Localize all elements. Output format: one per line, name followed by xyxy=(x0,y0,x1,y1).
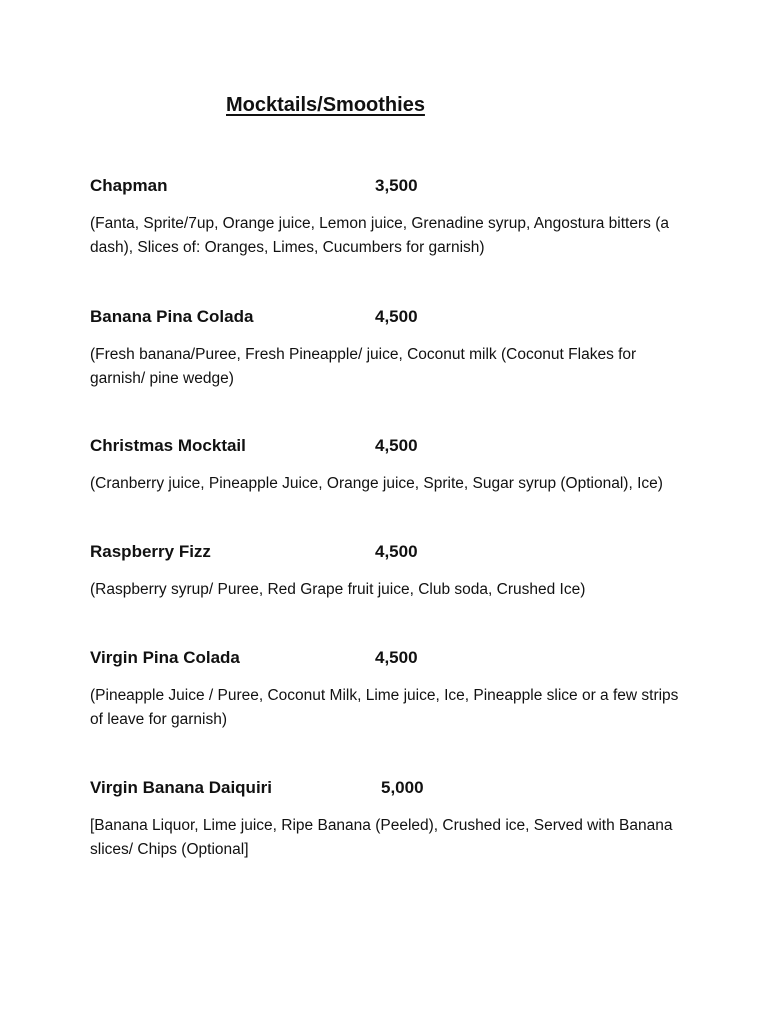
item-header xyxy=(90,307,690,331)
item-price: 4,500 xyxy=(375,307,418,326)
item-header xyxy=(90,176,690,200)
item-header xyxy=(90,778,690,802)
item-price: 4,500 xyxy=(375,648,418,667)
menu-item-banana-pina-colada xyxy=(90,307,690,391)
item-price: 5,000 xyxy=(381,778,424,797)
item-header xyxy=(90,542,690,566)
menu-item-virgin-pina-colada xyxy=(90,648,690,732)
item-name: Virgin Banana Daiquiri xyxy=(90,778,273,797)
item-price: 4,500 xyxy=(375,436,418,455)
item-description: (Pineapple Juice / Puree, Coconut Milk, Lime juice, Ice, Pineapple slice or a few strips of leave for garnish) xyxy=(90,687,679,728)
item-price: 3,500 xyxy=(375,176,418,195)
item-price: 4,500 xyxy=(375,542,418,561)
menu-item-virgin-banana-daiquiri xyxy=(90,778,690,862)
menu-item-raspberry-fizz xyxy=(90,542,690,602)
item-name: Banana Pina Colada xyxy=(90,307,254,326)
item-description: [Banana Liquor, Lime juice, Ripe Banana (Peeled), Crushed ice, Served with Banana slices/ Chips (Optional] xyxy=(90,817,673,858)
page-title: Mocktails/Smoothies xyxy=(226,94,425,116)
item-name: Chapman xyxy=(90,176,168,195)
item-name: Christmas Mocktail xyxy=(90,436,246,455)
menu-item-christmas-mocktail xyxy=(90,436,690,496)
item-description: (Raspberry syrup/ Puree, Red Grape fruit juice, Club soda, Crushed Ice) xyxy=(90,581,586,598)
item-description: (Fanta, Sprite/7up, Orange juice, Lemon juice, Grenadine syrup, Angostura bitters (a dash), Slices of: Oranges, Limes, Cucumbers for garnish) xyxy=(90,215,669,256)
menu-item-chapman xyxy=(90,176,690,260)
item-description: (Fresh banana/Puree, Fresh Pineapple/ juice, Coconut milk (Coconut Flakes for garnish/ pine wedge) xyxy=(90,346,637,387)
item-name: Raspberry Fizz xyxy=(90,542,211,561)
item-name: Virgin Pina Colada xyxy=(90,648,240,667)
item-header xyxy=(90,648,690,672)
item-description: (Cranberry juice, Pineapple Juice, Orange juice, Sprite, Sugar syrup (Optional), Ice) xyxy=(90,475,663,492)
item-header xyxy=(90,436,690,460)
